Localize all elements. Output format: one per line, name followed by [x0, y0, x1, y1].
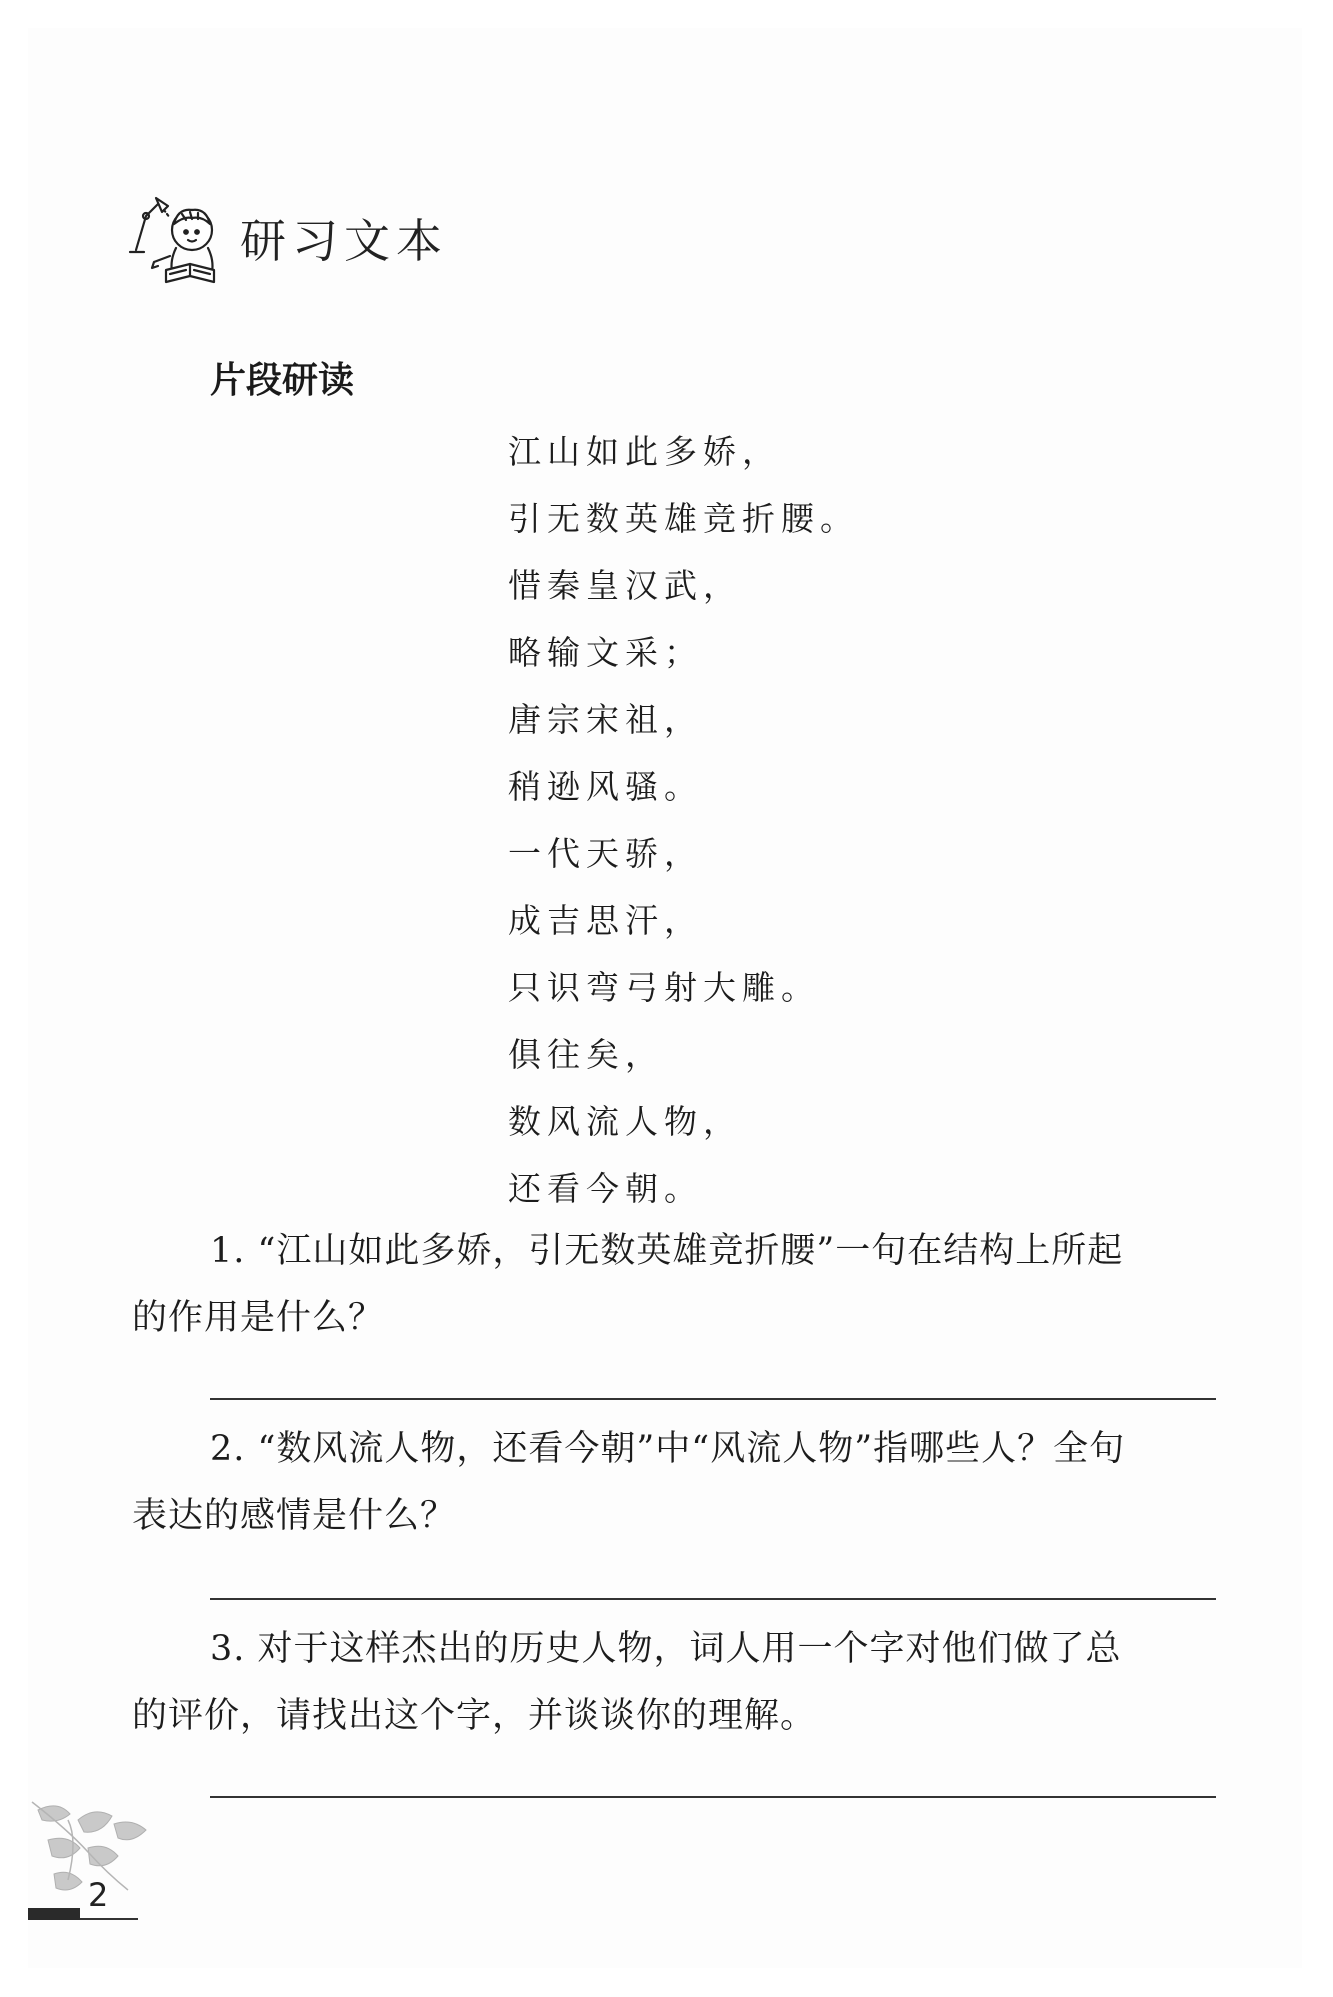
poem-line: 略输文采；	[508, 633, 703, 672]
poem-line: 只识弯弓射大雕。	[508, 968, 820, 1007]
answer-line-1[interactable]	[210, 1398, 1216, 1400]
section-header	[126, 188, 448, 288]
poem-line: 引无数英雄竞折腰。	[508, 499, 859, 538]
poem-excerpt	[508, 418, 859, 1222]
question-3-line-2: 的评价，请找出这个字，并谈谈你的理解。	[132, 1696, 817, 1736]
student-reading-icon	[126, 188, 236, 288]
answer-line-3[interactable]	[210, 1796, 1216, 1798]
page-number-bar	[28, 1908, 80, 1920]
answer-line-2[interactable]	[210, 1598, 1216, 1600]
question-1-line-1: 1. “江山如此多娇，引无数英雄竞折腰”一句在结构上所起	[210, 1231, 1124, 1271]
poem-line: 俱往矣，	[508, 1035, 664, 1074]
section-title: 研习文本	[240, 214, 448, 268]
question-2-line-2: 表达的感情是什么？	[132, 1496, 457, 1536]
subsection-title: 片段研读	[210, 360, 355, 401]
poem-line: 还看今朝。	[508, 1169, 703, 1208]
page-number: 2	[88, 1876, 109, 1914]
page-number-rule	[80, 1918, 138, 1920]
question-2-line-1: 2. “数风流人物，还看今朝”中“风流人物”指哪些人？全句	[210, 1429, 1126, 1469]
poem-line: 稍逊风骚。	[508, 767, 703, 806]
poem-line: 惜秦皇汉武，	[508, 566, 742, 605]
poem-line: 数风流人物，	[508, 1102, 742, 1141]
question-2	[132, 1416, 1218, 1550]
question-1	[132, 1218, 1218, 1352]
poem-line: 成吉思汗，	[508, 901, 703, 940]
poem-line: 一代天骄，	[508, 834, 703, 873]
poem-line: 江山如此多娇，	[508, 432, 781, 471]
question-1-line-2: 的作用是什么？	[132, 1298, 385, 1338]
poem-line: 唐宗宋祖，	[508, 700, 703, 739]
question-3-line-1: 3. 对于这样杰出的历史人物，词人用一个字对他们做了总	[210, 1629, 1122, 1669]
question-3	[132, 1616, 1218, 1750]
